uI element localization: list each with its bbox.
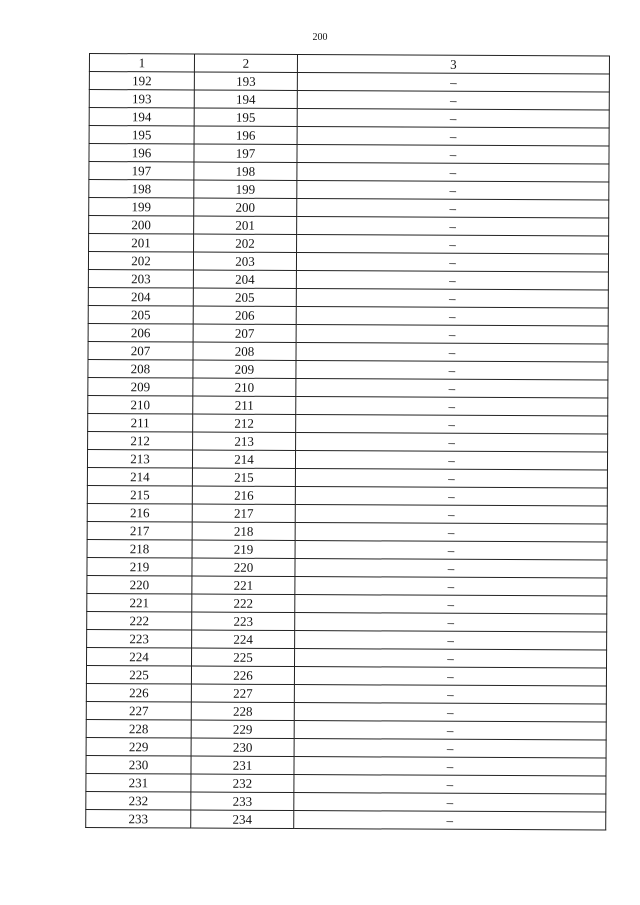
table-cell-col-1: 218: [87, 539, 192, 558]
table-cell-col-1: 225: [86, 665, 191, 684]
table-cell-col-3: –: [296, 415, 608, 435]
table-cell-col-3: –: [294, 757, 606, 777]
table-cell-col-3: –: [296, 379, 608, 399]
table-cell-col-3: –: [297, 163, 609, 183]
table-cell-col-3: –: [295, 487, 607, 507]
table-cell-col-2: 229: [191, 720, 294, 739]
table-cell-col-1: 226: [86, 683, 191, 702]
table-cell-col-3: –: [295, 469, 607, 489]
table-cell-col-2: 210: [193, 378, 296, 397]
table-cell-col-3: –: [294, 685, 606, 705]
table-cell-col-3: –: [294, 667, 606, 687]
table-cell-col-3: –: [296, 271, 608, 291]
table-cell-col-1: 201: [89, 234, 194, 253]
table-cell-col-3: –: [295, 595, 607, 615]
table-cell-col-1: 198: [89, 180, 194, 199]
table-cell-col-3: –: [297, 91, 609, 111]
table-cell-col-1: 196: [89, 144, 194, 163]
table-cell-col-2: 204: [193, 270, 296, 289]
table-cell-col-2: 200: [194, 198, 297, 217]
table-cell-col-2: 208: [193, 342, 296, 361]
table-cell-col-3: –: [295, 631, 607, 651]
table-cell-col-1: 197: [89, 162, 194, 181]
table-cell-col-3: –: [295, 613, 607, 633]
table-cell-col-1: 207: [88, 341, 193, 360]
table-cell-col-1: 195: [89, 126, 194, 145]
table-cell-col-3: –: [295, 559, 607, 579]
table-cell-col-1: 220: [87, 575, 192, 594]
table-cell-col-2: 218: [192, 522, 295, 541]
table-cell-col-2: 224: [192, 630, 295, 649]
table-cell-col-3: –: [296, 343, 608, 363]
column-header-1: 1: [89, 54, 194, 73]
table-cell-col-3: –: [294, 721, 606, 741]
table-cell-col-3: –: [294, 739, 606, 759]
table-cell-col-1: 222: [87, 611, 192, 630]
table-cell-col-3: –: [296, 325, 608, 345]
table-cell-col-3: –: [295, 541, 607, 561]
table-cell-col-2: 216: [192, 486, 295, 505]
table-cell-col-2: 201: [194, 216, 297, 235]
table-cell-col-2: 203: [193, 252, 296, 271]
table-cell-col-3: –: [296, 289, 608, 309]
table-cell-col-2: 214: [192, 450, 295, 469]
table-cell-col-2: 196: [194, 126, 297, 145]
table-cell-col-2: 198: [194, 162, 297, 181]
table-cell-col-2: 217: [192, 504, 295, 523]
table-cell-col-2: 225: [192, 648, 295, 667]
table-cell-col-1: 221: [87, 593, 192, 612]
table-row: [86, 809, 606, 830]
table-cell-col-2: 211: [193, 396, 296, 415]
table-cell-col-1: 227: [86, 701, 191, 720]
table-cell-col-2: 194: [194, 90, 297, 109]
table-cell-col-3: –: [296, 307, 608, 327]
page-number: 200: [312, 32, 328, 43]
table-cell-col-2: 227: [191, 684, 294, 703]
table-cell-col-3: –: [297, 181, 609, 201]
table-cell-col-3: –: [296, 253, 608, 273]
data-table: [85, 53, 610, 831]
table-cell-col-1: 204: [88, 287, 193, 306]
table-cell-col-2: 207: [193, 324, 296, 343]
table-cell-col-1: 233: [86, 809, 191, 828]
table-cell-col-2: 213: [193, 432, 296, 451]
table-cell-col-3: –: [295, 451, 607, 471]
table-cell-col-3: –: [295, 523, 607, 543]
table-cell-col-2: 206: [193, 306, 296, 325]
table-cell-col-1: 203: [88, 269, 193, 288]
table-cell-col-1: 232: [86, 791, 191, 810]
table-cell-col-1: 202: [88, 252, 193, 271]
table-cell-col-2: 219: [192, 540, 295, 559]
table-cell-col-2: 222: [192, 594, 295, 613]
table-cell-col-3: –: [294, 775, 606, 795]
table-cell-col-3: –: [294, 703, 606, 723]
table-cell-col-2: 212: [193, 414, 296, 433]
table-cell-col-2: 202: [194, 234, 297, 253]
table-cell-col-3: –: [296, 361, 608, 381]
table-cell-col-1: 209: [88, 377, 193, 396]
table-cell-col-3: –: [295, 577, 607, 597]
table-cell-col-2: 226: [191, 666, 294, 685]
table-cell-col-3: –: [295, 649, 607, 669]
table-cell-col-1: 224: [87, 647, 192, 666]
table-cell-col-1: 213: [87, 449, 192, 468]
table-cell-col-3: –: [297, 73, 609, 93]
table-cell-col-2: 205: [193, 288, 296, 307]
table-cell-col-2: 195: [194, 108, 297, 127]
table-cell-col-1: 193: [89, 90, 194, 109]
table-cell-col-1: 230: [86, 755, 191, 774]
table-cell-col-1: 214: [87, 467, 192, 486]
table-cell-col-2: 230: [191, 738, 294, 757]
table-cell-col-1: 206: [88, 323, 193, 342]
table-cell-col-2: 228: [191, 702, 294, 721]
table-cell-col-2: 193: [194, 72, 297, 91]
table-cell-col-1: 212: [88, 431, 193, 450]
table-cell-col-2: 209: [193, 360, 296, 379]
table-cell-col-2: 199: [194, 180, 297, 199]
table-cell-col-3: –: [294, 811, 606, 831]
table-cell-col-2: 231: [191, 756, 294, 775]
table-cell-col-3: –: [297, 199, 609, 219]
table-cell-col-3: –: [297, 109, 609, 129]
table-cell-col-1: 216: [87, 503, 192, 522]
table-cell-col-2: 223: [192, 612, 295, 631]
table-cell-col-1: 208: [88, 359, 193, 378]
table-cell-col-1: 210: [88, 395, 193, 414]
table-cell-col-3: –: [297, 145, 609, 165]
table-cell-col-1: 231: [86, 773, 191, 792]
table-cell-col-3: –: [297, 235, 609, 255]
table-body: [86, 72, 610, 831]
table-cell-col-3: –: [296, 397, 608, 417]
table-cell-col-1: 228: [86, 719, 191, 738]
table-cell-col-3: –: [297, 217, 609, 237]
table-cell-col-3: –: [296, 433, 608, 453]
table-cell-col-1: 223: [87, 629, 192, 648]
table-cell-col-1: 200: [89, 216, 194, 235]
table-cell-col-1: 219: [87, 557, 192, 576]
table-cell-col-1: 217: [87, 521, 192, 540]
table-cell-col-1: 194: [89, 108, 194, 127]
table-cell-col-1: 192: [89, 72, 194, 91]
table-cell-col-1: 199: [89, 198, 194, 217]
table-cell-col-2: 215: [192, 468, 295, 487]
table-cell-col-3: –: [297, 127, 609, 147]
table-cell-col-1: 211: [88, 413, 193, 432]
table-cell-col-1: 205: [88, 305, 193, 324]
table-cell-col-3: –: [294, 793, 606, 813]
table-cell-col-2: 234: [191, 810, 294, 829]
column-header-3: 3: [297, 55, 609, 75]
table-cell-col-2: 220: [192, 558, 295, 577]
table-cell-col-3: –: [295, 505, 607, 525]
table-cell-col-2: 221: [192, 576, 295, 595]
table-cell-col-2: 233: [191, 792, 294, 811]
table-cell-col-2: 232: [191, 774, 294, 793]
column-header-2: 2: [194, 54, 297, 73]
table-cell-col-2: 197: [194, 144, 297, 163]
table-cell-col-1: 215: [87, 485, 192, 504]
table-cell-col-1: 229: [86, 737, 191, 756]
